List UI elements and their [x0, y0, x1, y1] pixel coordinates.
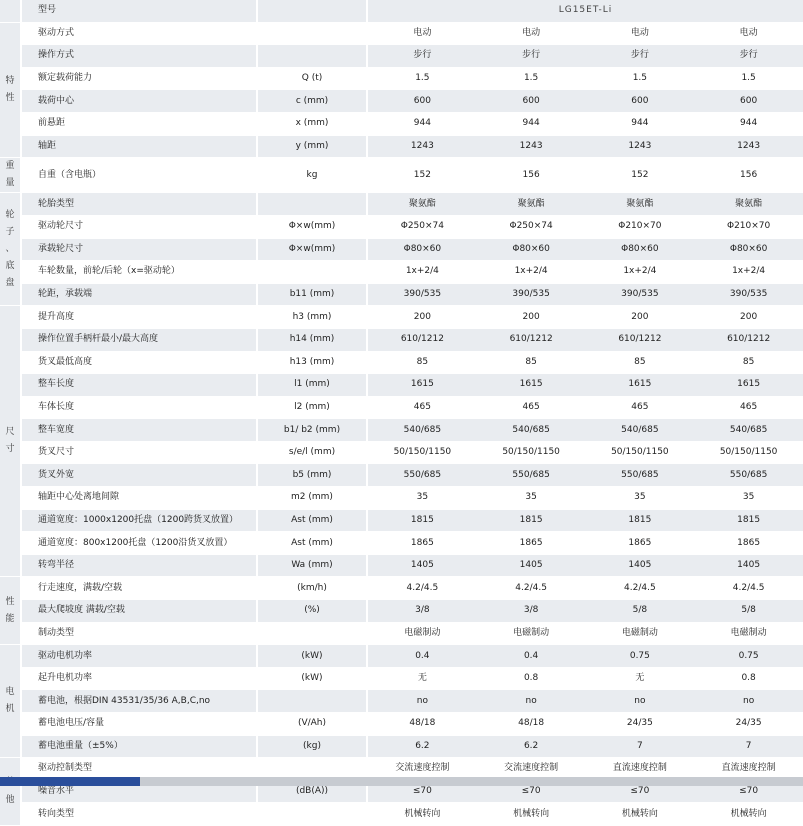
spec-value: 6.2 [477, 736, 586, 759]
spec-value: 1405 [368, 555, 477, 578]
spec-label: 额定载荷能力 [22, 68, 258, 91]
section-label-char: 特 [5, 75, 15, 86]
section-label [0, 758, 22, 826]
spec-value: 85 [586, 352, 695, 375]
spec-label: 货叉尺寸 [22, 442, 258, 465]
spec-unit: m2 (mm) [258, 487, 368, 510]
spec-unit: (kW) [258, 668, 368, 691]
section-label-char: 重 [5, 161, 15, 172]
spec-value: 4.2/4.5 [586, 577, 695, 600]
spec-value: 0.75 [586, 645, 695, 668]
spec-unit: Φ×w(mm) [258, 239, 368, 262]
spec-row [0, 464, 803, 487]
spec-row [0, 261, 803, 284]
spec-row [0, 216, 803, 239]
spec-value: 944 [477, 113, 586, 136]
spec-value: 85 [694, 352, 803, 375]
spec-value: 电磁制动 [477, 623, 586, 646]
spec-label: 操作方式 [22, 45, 258, 68]
spec-unit: h3 (mm) [258, 306, 368, 329]
spec-value: 1865 [586, 532, 695, 555]
spec-label: 自重（含电瓶） [22, 158, 258, 193]
spec-value: 电动 [477, 23, 586, 46]
spec-value: 35 [694, 487, 803, 510]
spec-value: 1.5 [694, 68, 803, 91]
spec-unit [258, 23, 368, 46]
spec-value: 无 [368, 668, 477, 691]
spec-label: 最大爬坡度 满载/空载 [22, 600, 258, 623]
spec-value: 35 [586, 487, 695, 510]
footer-accent [0, 777, 140, 786]
spec-unit: (V/Ah) [258, 713, 368, 736]
spec-row [0, 555, 803, 578]
spec-value: 1615 [477, 374, 586, 397]
spec-value: 600 [477, 90, 586, 113]
spec-value: 4.2/4.5 [694, 577, 803, 600]
spec-value: 聚氨酯 [694, 193, 803, 216]
spec-value: 聚氨酯 [586, 193, 695, 216]
spec-value: 1815 [477, 510, 586, 533]
spec-unit: kg [258, 158, 368, 193]
spec-value: Φ80×60 [586, 239, 695, 262]
spec-label: 提升高度 [22, 306, 258, 329]
spec-value: 465 [586, 397, 695, 420]
spec-value: 35 [368, 487, 477, 510]
section-label-char: 轮 [5, 209, 15, 220]
spec-value: 35 [477, 487, 586, 510]
spec-value: 0.4 [477, 645, 586, 668]
spec-value: 4.2/4.5 [368, 577, 477, 600]
spec-row [0, 442, 803, 465]
spec-label: 轴距 [22, 136, 258, 159]
spec-unit: Q (t) [258, 68, 368, 91]
spec-row [0, 713, 803, 736]
spec-value: 1243 [694, 136, 803, 159]
spec-label: 轮胎类型 [22, 193, 258, 216]
spec-row [0, 193, 803, 216]
spec-unit [258, 623, 368, 646]
spec-value: 85 [477, 352, 586, 375]
spec-value: 24/35 [694, 713, 803, 736]
spec-value: Φ80×60 [694, 239, 803, 262]
spec-value: 1615 [694, 374, 803, 397]
section-label-char: 能 [5, 613, 15, 624]
spec-value: 电动 [368, 23, 477, 46]
spec-unit: y (mm) [258, 136, 368, 159]
spec-unit [258, 193, 368, 216]
spec-row [0, 510, 803, 533]
spec-label: 通道宽度：1000x1200托盘（1200跨货叉放置） [22, 510, 258, 533]
spec-unit: h14 (mm) [258, 329, 368, 352]
spec-value: ≤70 [477, 781, 586, 804]
section-label-char: 尺 [5, 427, 15, 438]
model-name: LG15ET-Li [368, 0, 803, 23]
section-label [0, 158, 22, 193]
spec-unit: (kg) [258, 736, 368, 759]
spec-row [0, 329, 803, 352]
spec-value: 610/1212 [368, 329, 477, 352]
spec-unit: Wa (mm) [258, 555, 368, 578]
spec-value: 944 [368, 113, 477, 136]
spec-value: 465 [694, 397, 803, 420]
section-label-char: 盘 [5, 277, 15, 288]
spec-value: 无 [586, 668, 695, 691]
spec-value: 3/8 [477, 600, 586, 623]
section-label [0, 23, 22, 159]
spec-value: 465 [477, 397, 586, 420]
spec-value: 390/535 [586, 284, 695, 307]
section-label-char: 机 [5, 704, 15, 715]
model-header-row [0, 0, 803, 23]
spec-value: 1x+2/4 [694, 261, 803, 284]
section-label [0, 306, 22, 577]
spec-row [0, 690, 803, 713]
spec-value: 390/535 [477, 284, 586, 307]
spec-label: 货叉外宽 [22, 464, 258, 487]
spec-value: no [477, 690, 586, 713]
spec-value: no [694, 690, 803, 713]
spec-value: 24/35 [586, 713, 695, 736]
spec-value: 1865 [694, 532, 803, 555]
section-label [0, 645, 22, 758]
spec-value: 1.5 [368, 68, 477, 91]
spec-value: 152 [368, 158, 477, 193]
section-label-char: 量 [5, 178, 15, 189]
spec-label: 前悬距 [22, 113, 258, 136]
spec-row [0, 352, 803, 375]
spec-value: 1405 [477, 555, 586, 578]
spec-unit: b5 (mm) [258, 464, 368, 487]
spec-value: 电磁制动 [694, 623, 803, 646]
spec-value: 机械转向 [586, 803, 695, 826]
spec-value: 步行 [368, 45, 477, 68]
spec-value: 50/150/1150 [477, 442, 586, 465]
spec-unit: Ast (mm) [258, 532, 368, 555]
spec-label: 蓄电池，根据DIN 43531/35/36 A,B,C,no [22, 690, 258, 713]
spec-value: 200 [586, 306, 695, 329]
header-section-cell [0, 0, 22, 23]
spec-value: 电动 [586, 23, 695, 46]
section-label [0, 577, 22, 645]
spec-row [0, 45, 803, 68]
spec-row [0, 158, 803, 193]
spec-value: 步行 [586, 45, 695, 68]
spec-row [0, 736, 803, 759]
section-label-char: 性 [5, 92, 15, 103]
spec-label: 轮距，承载端 [22, 284, 258, 307]
spec-value: 步行 [477, 45, 586, 68]
spec-unit: (dB(A)) [258, 781, 368, 804]
spec-unit: Φ×w(mm) [258, 216, 368, 239]
spec-value: 610/1212 [694, 329, 803, 352]
spec-label: 起升电机功率 [22, 668, 258, 691]
spec-row [0, 487, 803, 510]
spec-value: 152 [586, 158, 695, 193]
spec-value: 610/1212 [477, 329, 586, 352]
spec-row [0, 306, 803, 329]
spec-value: 交流速度控制 [368, 758, 477, 781]
spec-unit: h13 (mm) [258, 352, 368, 375]
spec-unit: b1/ b2 (mm) [258, 419, 368, 442]
footer-bar [0, 777, 803, 786]
spec-value: 550/685 [477, 464, 586, 487]
spec-unit: x (mm) [258, 113, 368, 136]
spec-row [0, 23, 803, 46]
spec-value: ≤70 [694, 781, 803, 804]
spec-unit [258, 803, 368, 826]
spec-row [0, 90, 803, 113]
spec-value: 步行 [694, 45, 803, 68]
spec-value: 交流速度控制 [477, 758, 586, 781]
spec-row [0, 803, 803, 826]
spec-label: 制动类型 [22, 623, 258, 646]
spec-value: 7 [586, 736, 695, 759]
spec-unit: l2 (mm) [258, 397, 368, 420]
spec-value: 机械转向 [477, 803, 586, 826]
spec-value: 390/535 [368, 284, 477, 307]
spec-value: 390/535 [694, 284, 803, 307]
spec-unit: s/e/l (mm) [258, 442, 368, 465]
section-label-char: 电 [5, 687, 15, 698]
spec-value: 电磁制动 [586, 623, 695, 646]
spec-value: 1405 [586, 555, 695, 578]
model-header-unit [258, 0, 368, 23]
spec-value: 550/685 [586, 464, 695, 487]
spec-row [0, 374, 803, 397]
spec-value: 200 [477, 306, 586, 329]
spec-value: ≤70 [586, 781, 695, 804]
spec-unit: c (mm) [258, 90, 368, 113]
spec-row [0, 623, 803, 646]
spec-label: 转弯半径 [22, 555, 258, 578]
spec-value: 944 [694, 113, 803, 136]
spec-value: 540/685 [586, 419, 695, 442]
spec-value: Φ210×70 [586, 216, 695, 239]
section-label-char: 、 [5, 243, 15, 254]
spec-value: 直流速度控制 [586, 758, 695, 781]
spec-value: 200 [368, 306, 477, 329]
spec-unit: Ast (mm) [258, 510, 368, 533]
section-label [0, 193, 22, 306]
spec-value: 机械转向 [694, 803, 803, 826]
spec-value: 600 [368, 90, 477, 113]
spec-value: 5/8 [694, 600, 803, 623]
spec-value: 1243 [477, 136, 586, 159]
spec-value: 50/150/1150 [586, 442, 695, 465]
spec-label: 车轮数量，前轮/后轮（x=驱动轮） [22, 261, 258, 284]
spec-value: 1x+2/4 [586, 261, 695, 284]
spec-label: 驱动控制类型 [22, 758, 258, 781]
spec-value: 0.8 [694, 668, 803, 691]
spec-value: 0.75 [694, 645, 803, 668]
spec-value: Φ80×60 [477, 239, 586, 262]
spec-value: 48/18 [368, 713, 477, 736]
spec-value: 1615 [586, 374, 695, 397]
spec-value: 1243 [368, 136, 477, 159]
spec-row [0, 668, 803, 691]
spec-row [0, 239, 803, 262]
section-label-char: 子 [5, 226, 15, 237]
spec-row [0, 397, 803, 420]
spec-value: 1865 [477, 532, 586, 555]
model-header-label: 型号 [22, 0, 258, 23]
spec-row [0, 136, 803, 159]
spec-label: 噪音水平 [22, 781, 258, 804]
spec-value: no [368, 690, 477, 713]
spec-unit: (km/h) [258, 577, 368, 600]
spec-value: 直流速度控制 [694, 758, 803, 781]
spec-label: 驱动方式 [22, 23, 258, 46]
spec-unit: (%) [258, 600, 368, 623]
spec-value: 1815 [368, 510, 477, 533]
spec-value: 机械转向 [368, 803, 477, 826]
spec-value: 1815 [586, 510, 695, 533]
spec-value: 540/685 [368, 419, 477, 442]
spec-unit: l1 (mm) [258, 374, 368, 397]
spec-value: 1x+2/4 [368, 261, 477, 284]
spec-value: 3/8 [368, 600, 477, 623]
spec-value: 50/150/1150 [694, 442, 803, 465]
spec-label: 操作位置手柄杆最小/最大高度 [22, 329, 258, 352]
spec-value: 0.4 [368, 645, 477, 668]
spec-value: 540/685 [477, 419, 586, 442]
spec-value: 50/150/1150 [368, 442, 477, 465]
spec-value: 600 [586, 90, 695, 113]
spec-label: 承载轮尺寸 [22, 239, 258, 262]
spec-value: 600 [694, 90, 803, 113]
spec-value: 48/18 [477, 713, 586, 736]
spec-value: Φ250×74 [477, 216, 586, 239]
section-label-char: 性 [5, 596, 15, 607]
spec-label: 驱动电机功率 [22, 645, 258, 668]
spec-value: 电磁制动 [368, 623, 477, 646]
spec-value: no [586, 690, 695, 713]
spec-label: 蓄电池电压/容量 [22, 713, 258, 736]
spec-value: 1x+2/4 [477, 261, 586, 284]
spec-value: 1.5 [477, 68, 586, 91]
spec-value: ≤70 [368, 781, 477, 804]
spec-row [0, 68, 803, 91]
section-label-char: 寸 [5, 444, 15, 455]
spec-value: 85 [368, 352, 477, 375]
spec-value: 4.2/4.5 [477, 577, 586, 600]
spec-value: 465 [368, 397, 477, 420]
spec-label: 整车宽度 [22, 419, 258, 442]
spec-row [0, 532, 803, 555]
spec-value: Φ210×70 [694, 216, 803, 239]
spec-value: 聚氨酯 [368, 193, 477, 216]
spec-value: 156 [477, 158, 586, 193]
spec-label: 车体长度 [22, 397, 258, 420]
spec-label: 整车长度 [22, 374, 258, 397]
spec-row [0, 113, 803, 136]
spec-value: Φ80×60 [368, 239, 477, 262]
spec-label: 轴距中心处离地间隙 [22, 487, 258, 510]
spec-label: 货叉最低高度 [22, 352, 258, 375]
spec-row [0, 600, 803, 623]
spec-value: 7 [694, 736, 803, 759]
spec-unit [258, 45, 368, 68]
spec-unit: b11 (mm) [258, 284, 368, 307]
spec-value: 1865 [368, 532, 477, 555]
spec-value: 610/1212 [586, 329, 695, 352]
spec-value: 电动 [694, 23, 803, 46]
spec-value: 0.8 [477, 668, 586, 691]
spec-value: Φ250×74 [368, 216, 477, 239]
spec-value: 1405 [694, 555, 803, 578]
spec-value: 156 [694, 158, 803, 193]
spec-label: 驱动轮尺寸 [22, 216, 258, 239]
spec-unit [258, 690, 368, 713]
section-label-char: 他 [5, 794, 15, 805]
spec-row [0, 645, 803, 668]
spec-value: 5/8 [586, 600, 695, 623]
spec-label: 行走速度，满载/空载 [22, 577, 258, 600]
spec-value: 1243 [586, 136, 695, 159]
spec-unit: (kW) [258, 645, 368, 668]
spec-row [0, 577, 803, 600]
spec-unit [258, 261, 368, 284]
spec-value: 200 [694, 306, 803, 329]
spec-value: 1815 [694, 510, 803, 533]
spec-label: 载荷中心 [22, 90, 258, 113]
spec-label: 转向类型 [22, 803, 258, 826]
spec-value: 944 [586, 113, 695, 136]
spec-row [0, 419, 803, 442]
spec-row [0, 284, 803, 307]
spec-value: 聚氨酯 [477, 193, 586, 216]
spec-value: 540/685 [694, 419, 803, 442]
spec-value: 1.5 [586, 68, 695, 91]
section-label-char: 底 [5, 260, 15, 271]
spec-value: 6.2 [368, 736, 477, 759]
spec-label: 蓄电池重量（±5%） [22, 736, 258, 759]
spec-value: 1615 [368, 374, 477, 397]
spec-value: 550/685 [368, 464, 477, 487]
spec-label: 通道宽度：800x1200托盘（1200沿货叉放置） [22, 532, 258, 555]
spec-value: 550/685 [694, 464, 803, 487]
